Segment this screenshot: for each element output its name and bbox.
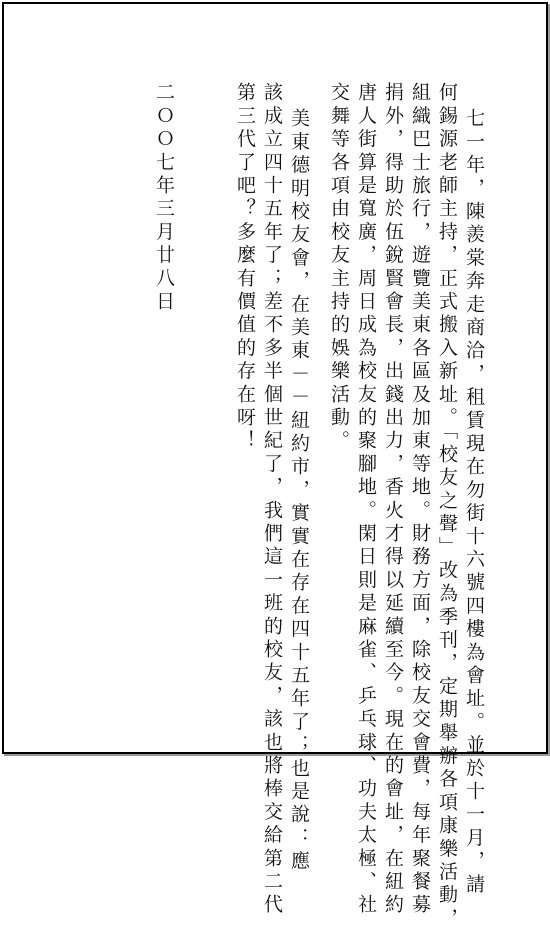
paragraph1-line3: 組織巴士旅行，遊覽美東各區及加東等地。財務方面，除校友交會費，每年聚餐募 [409, 82, 431, 918]
paragraph1-line5: 唐人街算是寬廣，周日成為校友的聚腳地。閑日則是麻雀、乒乓球、功夫太極、社 [355, 82, 377, 918]
paragraph1-line1: 七一年，陳羨棠奔走商洽，租賃現在勿街十六號四樓為會址。並於十一月，請 [463, 108, 485, 897]
paragraph1-line2: 何錫源老師主持，正式搬入新址。「校友之聲」改為季刊，定期舉辦各項康樂活動， [436, 82, 458, 931]
paragraph1-line4: 捐外，得助於伍銳賢會長，出錢出力，香火才得以延續至今。現在的會址，在紐約 [382, 82, 404, 918]
paragraph2-line3: 第三代了吧？多麼有價值的存在呀！ [234, 82, 256, 454]
paragraph1-line6: 交舞等各項由校友主持的娛樂活動。 [328, 82, 350, 454]
paragraph2-line1: 美東德明校友會，在美東－－紐約市，實實在存在四十五年了；也是說：應 [288, 108, 310, 874]
document-date: 二ＯＯ七年三月廿八日 [153, 82, 175, 314]
paragraph2-line2: 該成立四十五年了；差不多半個世紀了，我們這一班的校友，該也將棒交給第二代 [261, 82, 283, 918]
